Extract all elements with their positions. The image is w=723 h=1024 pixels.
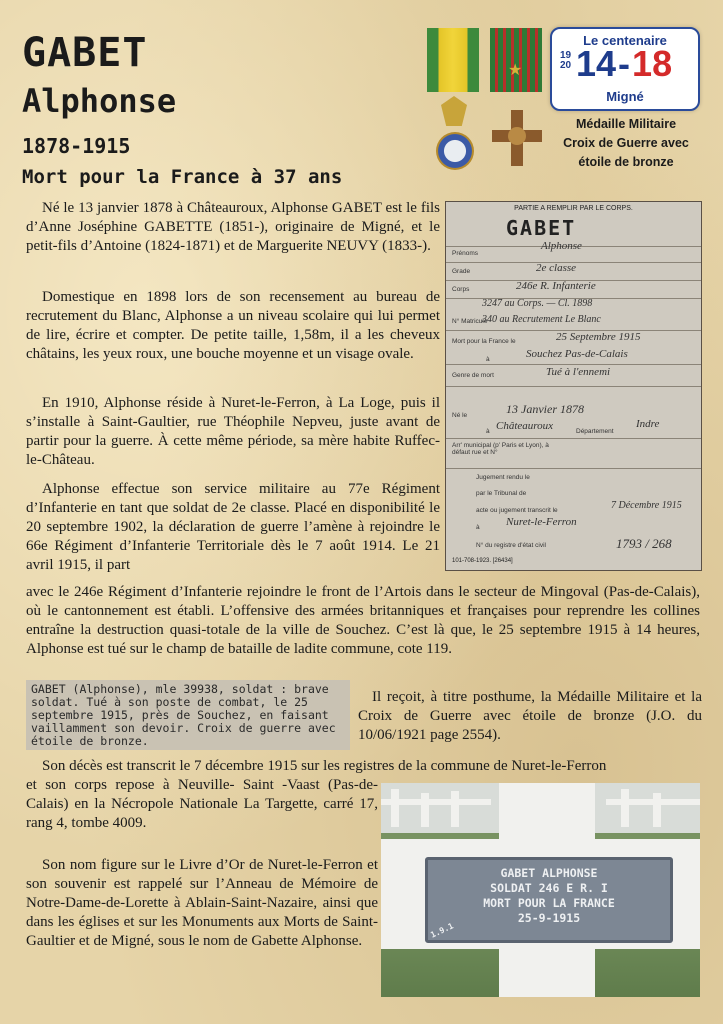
logo-numbers xyxy=(576,43,672,85)
card-handwriting: Nuret-le-Ferron xyxy=(506,516,577,528)
military-record-card xyxy=(445,201,702,571)
card-footer: 101-708-1923. [26434] xyxy=(452,558,513,564)
logo-dash: - xyxy=(618,43,631,84)
death-subtitle: Mort pour la France à 37 ans xyxy=(22,166,343,188)
card-handwriting: 7 Décembre 1915 xyxy=(611,500,682,511)
card-label: acte ou jugement transcrit le xyxy=(476,507,558,514)
card-label: Jugement rendu le xyxy=(476,474,530,481)
background-cross xyxy=(391,789,399,827)
logo-18: 18 xyxy=(632,43,673,84)
paragraph-burial-start: Son décès est transcrit le 7 décembre 1915 sur les registres de la commune de Nuret-le-Ferron xyxy=(42,758,607,774)
bronze-star-icon: ★ xyxy=(508,62,523,79)
logo-14: 14 xyxy=(576,43,617,84)
card-handwriting: 340 au Recrutement Le Blanc xyxy=(482,314,601,325)
card-handwriting: Alphonse xyxy=(541,240,582,252)
jo-clipping: GABET (Alphonse), mle 39938, soldat : brave soldat. Tué à son poste de combat, le 25 septembre 1915, près de Souchez, en faisant vaillamment son devoir. Croix de guerre avec étoile de bronze. xyxy=(26,680,350,750)
card-handwriting: 2e classe xyxy=(536,262,577,274)
card-name: GABET xyxy=(506,216,577,240)
background-cross-bar xyxy=(381,799,491,805)
paragraph-memorials: Son nom figure sur le Livre d’Or de Nuret-le-Ferron et son souvenir est rappelé sur l’Anneau de Mémoire de Notre-Dame-de-Lorette à Ablain-Saint-Nazaire, ainsi que dans les églises et sur les Monuments aux Morts de Saint-Gaultier et de Migné, sous le nom de Gabette Alphonse. xyxy=(26,857,378,949)
card-label: N° Matricule xyxy=(452,318,488,325)
paragraph-recensement: Domestique en 1898 lors de son recensement au bureau de recrutement du Blanc, Alphonse a un niveau scolaire qui lui permet de lire, écrire et compter. De petite taille, 1,58m, il a les cheveux châtains, les yeux roux, une bouche moyenne et un visage ovale. xyxy=(26,289,440,362)
plaque-line: GABET ALPHONSE xyxy=(500,866,598,880)
paragraph-service-start: Alphonse effectue son service militaire au 77e Régiment d’Infanterie en tant que soldat de 2e classe. Placé en disponibilité le 20 septembre 1902, la déclaration de guerre l’amène à rejoindre le 66e Régiment d’Infanterie Territoriale dès le 7 août 1914. Le 21 avril 1915, il part xyxy=(26,481,440,573)
logo-year-b: 20 xyxy=(560,60,572,71)
logo-year-a: 19 xyxy=(560,50,572,61)
medals-caption xyxy=(546,115,706,172)
card-label: N° du registre d'état civil xyxy=(476,542,546,549)
plaque-side-text: 1.9.1 xyxy=(429,921,455,940)
card-handwriting: 13 Janvier 1878 xyxy=(506,402,584,416)
paragraph-burial-end: et son corps repose à Neuville- Saint -Vaast (Pas-de-Calais) en la Nécropole Nationale La Targette, carré 17, rang 4, tombe 4009. xyxy=(26,777,378,831)
paragraph-service-end: avec le 246e Régiment d’Infanterie rejoindre le front de l’Artois dans le secteur de Mingoval (Pas-de-Calais), où le cantonnement est établi. L’offensive des armées britanniques et françaises pour reprendre les collines entraîne la destruction quasi-totale de la ville de Souchez. C’est là que, le 25 septembre 1915 à 14 heures, Alphonse est tué sur le champ de bataille de ladite commune, cote 119. xyxy=(26,584,700,657)
card-handwriting: 25 Septembre 1915 xyxy=(556,331,641,343)
croix-de-guerre-icon xyxy=(492,110,542,166)
medals-caption-line: Croix de Guerre avec xyxy=(563,136,689,150)
card-label: Né le xyxy=(452,412,468,419)
card-handwriting: Souchez Pas-de-Calais xyxy=(526,348,628,360)
plaque-line: SOLDAT 246 E R. I xyxy=(490,881,608,895)
card-label: Genre de mort xyxy=(452,372,494,379)
card-header: PARTIE A REMPLIR PAR LE CORPS. xyxy=(514,205,633,212)
card-handwriting: Tué à l'ennemi xyxy=(546,366,611,378)
card-label: Mort pour la France le xyxy=(452,338,516,345)
card-label: à xyxy=(486,428,490,435)
card-handwriting: 3247 au Corps. — Cl. 1898 xyxy=(482,298,593,309)
card-handwriting: 1793 / 268 xyxy=(616,536,672,551)
card-label: Corps xyxy=(452,286,470,293)
paragraph-decorations: Il reçoit, à titre posthume, la Médaille Militaire et la Croix de Guerre avec étoile de bronze (J.O. du 10/06/1921 page 2554). xyxy=(358,689,702,743)
card-label: à xyxy=(476,524,480,531)
card-label: Prénoms xyxy=(452,250,479,257)
firstname-heading: Alphonse xyxy=(22,82,177,120)
medaille-militaire-ribbon xyxy=(427,28,479,92)
background-cross xyxy=(451,791,459,827)
surname-heading: GABET xyxy=(22,30,148,76)
card-label: Département xyxy=(576,428,614,435)
background-cross xyxy=(621,789,629,827)
grave-plaque xyxy=(425,857,673,943)
grave-photo xyxy=(381,783,700,997)
logo-top-text: Le centenaire xyxy=(583,33,667,48)
paragraph-residence: En 1910, Alphonse réside à Nuret-le-Ferron, à La Loge, puis il s’installe à Saint-Gaultier, rue Théophile Nepveu, juste avant de partir pour la guerre. À cette même période, sa mère habite Ruffec-le-Château. xyxy=(26,395,440,468)
medals-caption-line: étoile de bronze xyxy=(578,155,674,169)
medals-caption-line: Médaille Militaire xyxy=(575,117,677,131)
card-label: à xyxy=(486,356,490,363)
life-dates: 1878-1915 xyxy=(22,134,131,158)
medaille-militaire-medal-icon xyxy=(436,132,474,170)
background-cross-bar xyxy=(606,799,700,805)
card-label: Grade xyxy=(452,268,471,275)
card-handwriting: 246e R. Infanterie xyxy=(516,280,596,292)
paragraph-birth: Né le 13 janvier 1878 à Châteauroux, Alphonse GABET est le fils d’Anne Joséphine GABETTE (1851-), originaire de Migné, et le petit-fils d’Antoine (1824-1871) et de Marguerite NEUVY (1833-). xyxy=(26,200,440,254)
plaque-line: 25-9-1915 xyxy=(517,911,581,925)
card-handwriting: Châteauroux xyxy=(496,420,554,432)
card-label: par le Tribunal de xyxy=(476,490,527,497)
plaque-line: MORT POUR LA FRANCE xyxy=(483,896,615,910)
centenaire-logo xyxy=(550,27,700,111)
logo-years xyxy=(560,51,574,71)
logo-bottom-text: Migné xyxy=(606,89,644,104)
card-label: Arr' municipal (p' Paris et Lyon), à défaut rue et N° xyxy=(452,442,549,456)
card-handwriting: Indre xyxy=(636,418,660,430)
